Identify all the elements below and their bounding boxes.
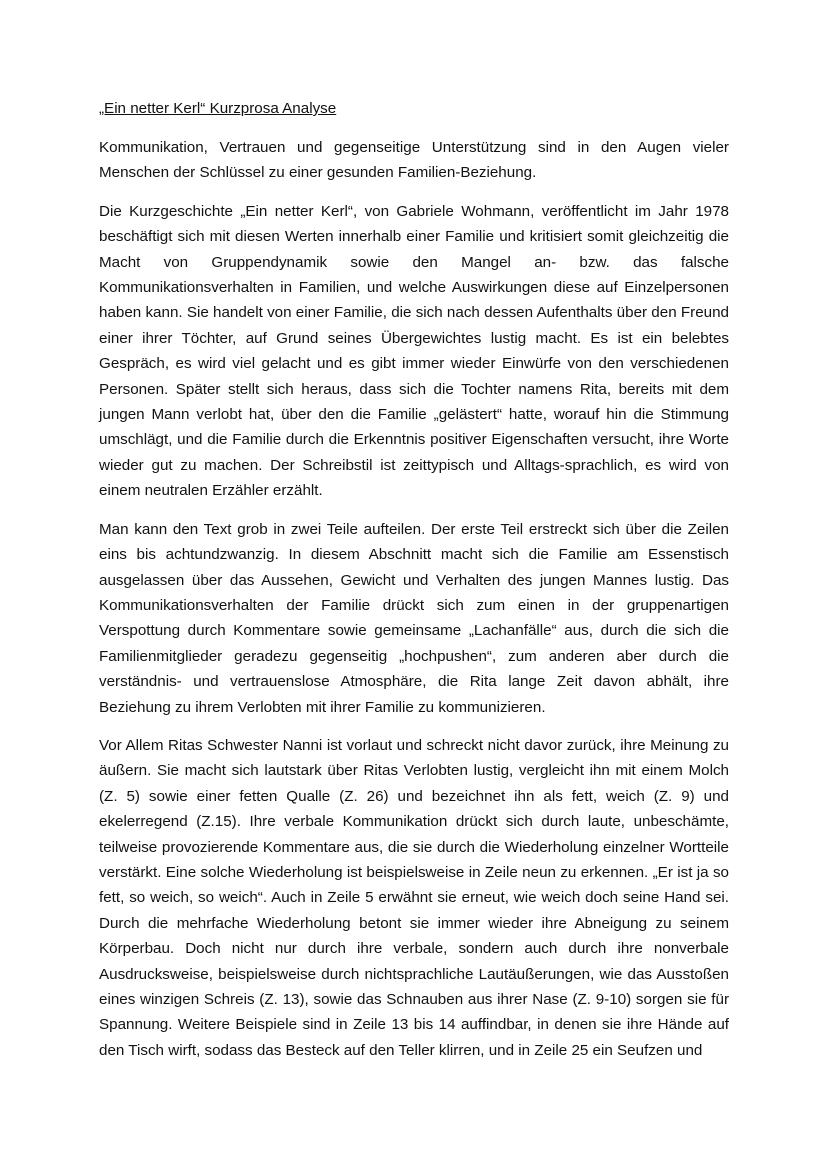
document-title: „Ein netter Kerl“ Kurzprosa Analyse [99, 100, 337, 117]
paragraph-intro: Kommunikation, Vertrauen und gegenseitige Unterstützung sind in den Augen vieler Menschen der Schlüssel zu einer gesunden Familien-Beziehung. [99, 139, 729, 182]
document-page [99, 96, 729, 1076]
paragraph-summary: Die Kurzgeschichte „Ein netter Kerl“, von Gabriele Wohmann, veröffentlicht im Jahr 1978 beschäftigt sich mit diesen Werten innerhalb einer Familie und kritisiert somit gleichzeitig die Macht von Gruppendynamik sowie den Mangel an- bzw. das falsche Kommunikationsverhalten in Familien, und welche Auswirkungen diese auf Einzelpersonen haben kann. Sie handelt von einer Familie, die sich nach dessen Aufenthalts über den Freund einer ihrer Töchter, auf Grund seines Übergewichtes lustig macht. Es ist ein belebtes Gespräch, es wird viel gelacht und es gibt immer wieder Einwürfe von den verschiedenen Personen. Später stellt sich heraus, dass sich die Tochter namens Rita, bereits mit dem jungen Mann verlobt hat, über den die Familie „gelästert“ hatte, worauf hin die Stimmung umschlägt, und die Familie durch die Erkenntnis positiver Eigenschaften versucht, ihre Worte wieder gut zu machen. Der Schreibstil ist zeittypisch und Alltags-sprachlich, es wird von einem neutralen Erzähler erzählt. [99, 202, 729, 500]
paragraph-structure: Man kann den Text grob in zwei Teile aufteilen. Der erste Teil erstreckt sich über die Zeilen eins bis achtundzwanzig. In diesem Abschnitt macht sich die Familie am Essenstisch ausgelassen über das Aussehen, Gewicht und Verhalten des jungen Mannes lustig. Das Kommunikationsverhalten der Familie drückt sich zum einen in der gruppenartigen Verspottung durch Kommentare sowie gemeinsame „Lachanfälle“ aus, durch die sich die Familienmitglieder geradezu gegenseitig „hochpushen“, zum anderen aber durch die verständnis- und vertrauenslose Atmosphäre, die Rita lange Zeit davon abhält, ihre Beziehung zu ihrem Verlobten mit ihrer Familie zu kommunizieren. [99, 520, 729, 716]
paragraph-nanni: Vor Allem Ritas Schwester Nanni ist vorlaut und schreckt nicht davor zurück, ihre Meinung zu äußern. Sie macht sich lautstark über Ritas Verlobten lustig, vergleicht ihn mit einem Molch (Z. 5) sowie einer fetten Qualle (Z. 26) und bezeichnet ihn als fett, weich (Z. 9) und ekelerregend (Z.15). Ihre verbale Kommunikation drückt sich durch laute, unbeschämte, teilweise provozierende Kommentare aus, die sie durch die Wiederholung einzelner Wortteile verstärkt. Eine solche Wiederholung ist beispielsweise in Zeile neun zu erkennen. „Er ist ja so fett, so weich, so weich“. Auch in Zeile 5 erwähnt sie erneut, wie weich doch seine Hand sei. Durch die mehrfache Wiederholung betont sie immer wieder ihre Abneigung zu seinem Körperbau. Doch nicht nur durch ihre verbale, sondern auch durch ihre nonverbale Ausdrucksweise, beispielsweise durch nichtsprachliche Lautäußerungen, wie das Ausstoßen eines winzigen Schreis (Z. 13), sowie das Schnauben aus ihrer Nase (Z. 9-10) sorgen sie für Spannung. Weitere Beispiele sind in Zeile 13 bis 14 auffindbar, in denen sie ihre Hände auf den Tisch wirft, sodass das Besteck auf den Teller klirren, und in Zeile 25 ein Seufzen und [99, 736, 729, 1059]
